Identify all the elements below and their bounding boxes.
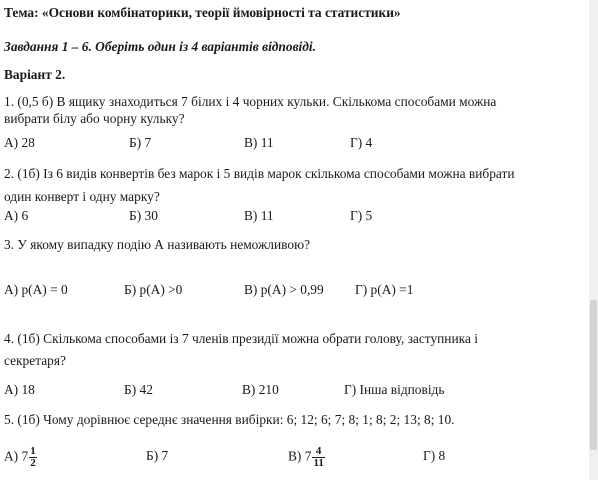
q3-option-g: Г) р(А) =1: [355, 282, 414, 297]
question-4-text: 4. (1б) Скількома способами із 7 членів президії можна обрати голову, заступника і: [4, 331, 478, 346]
q4-option-a: А) 18: [4, 382, 35, 397]
q2-option-a: А) 6: [4, 208, 29, 223]
q2-option-v: В) 11: [244, 208, 274, 223]
q5-option-v-prefix: В) 7: [288, 448, 312, 464]
q2-option-b: Б) 30: [129, 208, 158, 223]
question-1-text-cont: вибрати білу або чорну кульку?: [4, 111, 185, 126]
q1-option-v: В) 11: [244, 135, 274, 150]
q1-option-b: Б) 7: [129, 135, 152, 150]
question-5-text: 5. (1б) Чому дорівнює середнє значення вибірки: 6; 12; 6; 7; 8; 1; 8; 2; 13; 8; 10.: [4, 412, 455, 427]
instruction: Завдання 1 – 6. Оберіть один із 4 варіантів відповіді.: [4, 39, 316, 54]
q5-option-v: [288, 446, 325, 469]
q5-option-a-numerator: 1: [30, 445, 36, 457]
q1-option-g: Г) 4: [350, 135, 373, 150]
vertical-scrollbar[interactable]: [589, 0, 598, 480]
q5-option-g: Г) 8: [423, 448, 446, 463]
q5-option-a-denominator: 2: [30, 457, 36, 469]
question-2-text: 2. (1б) Із 6 видів конвертів без марок і 5 видів марок скількома способами можна вибрати: [4, 166, 515, 181]
q3-option-v: В) р(А) > 0,99: [244, 282, 324, 297]
question-1-text: 1. (0,5 б) В ящику знаходиться 7 білих і 4 чорних кульки. Скількома способами можна: [4, 94, 497, 109]
q5-option-b: Б) 7: [146, 448, 169, 463]
q4-option-v: В) 210: [242, 382, 279, 397]
q5-option-a: [4, 446, 37, 469]
q5-option-a-prefix: А) 7: [4, 448, 29, 464]
q4-option-b: Б) 42: [124, 382, 153, 397]
q1-option-a: А) 28: [4, 135, 35, 150]
q5-option-v-denominator: 11: [313, 457, 324, 469]
topic-title: Тема: «Основи комбінаторики, теорії ймовірності та статистики»: [4, 5, 401, 20]
q2-option-g: Г) 5: [350, 208, 373, 223]
variant-heading: Варіант 2.: [4, 67, 66, 82]
question-4-text-cont: секретаря?: [4, 353, 66, 368]
scrollbar-thumb[interactable]: [590, 300, 597, 450]
q4-option-g: Г) Інша відповідь: [344, 382, 445, 397]
question-2-text-cont: один конверт і одну марку?: [4, 189, 160, 204]
q5-option-a-fraction: [29, 446, 37, 469]
q5-option-v-fraction: [312, 446, 324, 469]
question-3-text: 3. У якому випадку подію А називають неможливою?: [4, 237, 311, 252]
q5-option-v-numerator: 4: [312, 446, 324, 458]
q3-option-b: Б) р(А) >0: [124, 282, 183, 297]
q3-option-a: А) р(А) = 0: [4, 282, 68, 297]
